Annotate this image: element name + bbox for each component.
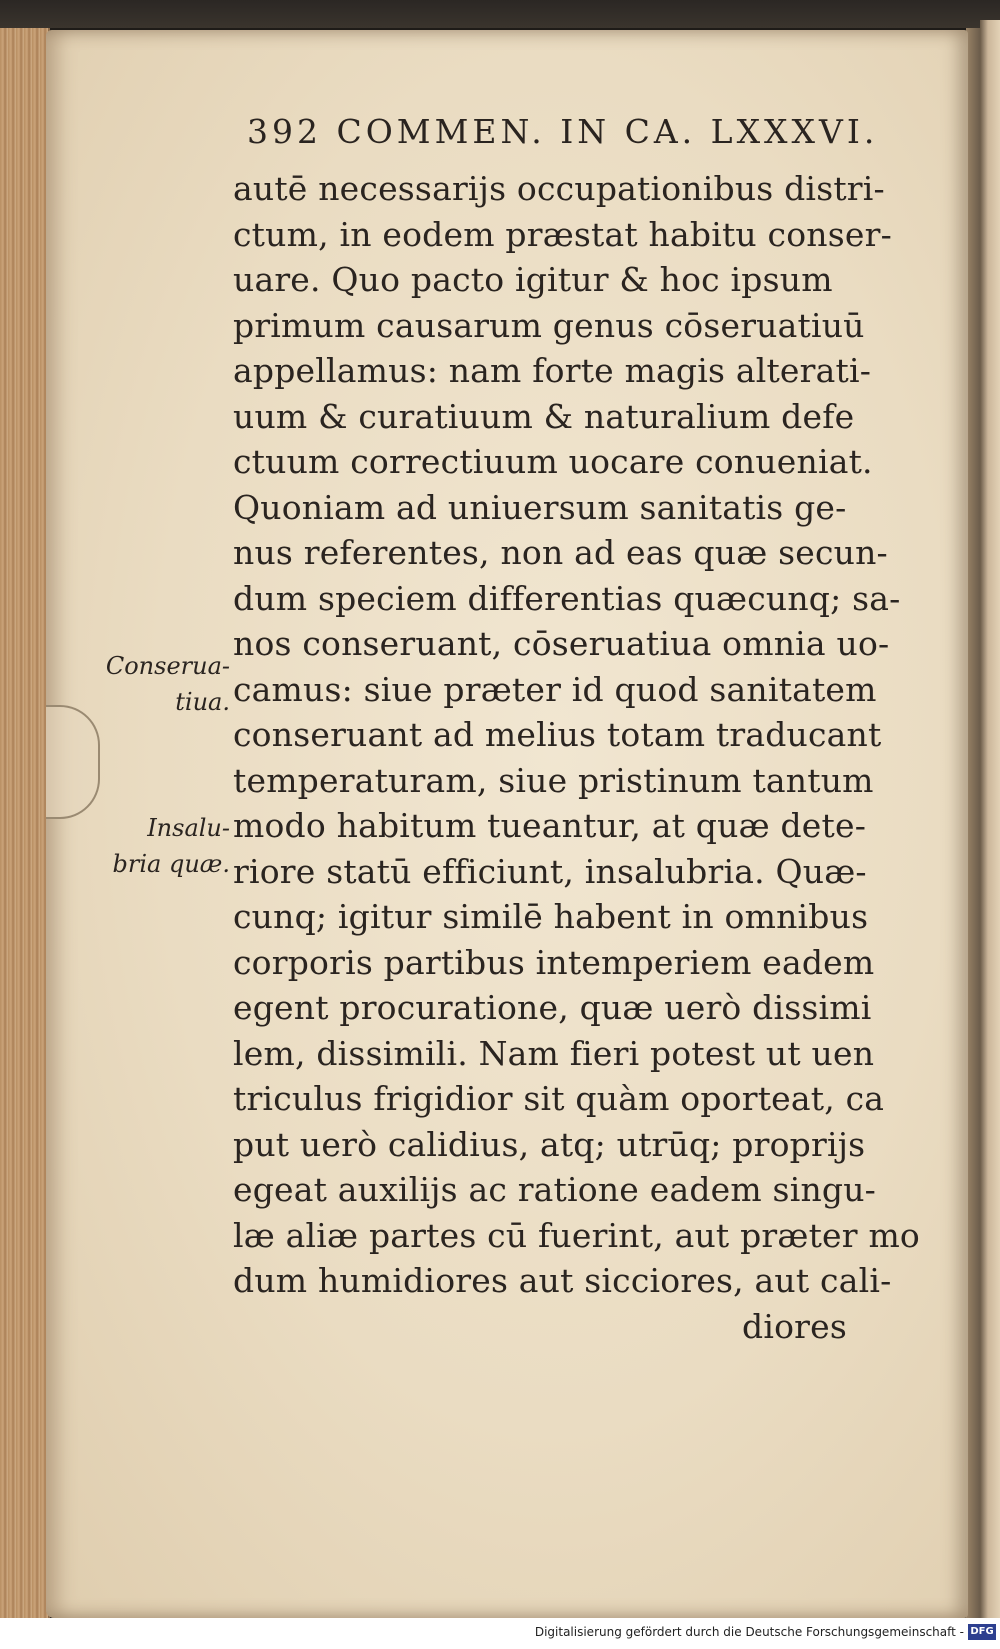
text-line: nos conseruant, cōseruatiua omnia uo-: [233, 624, 890, 663]
text-line: dum speciem differentias quæcunq; sa-: [233, 578, 901, 618]
book-top-edge: [0, 0, 1000, 28]
footer-credit: Digitalisierung gefördert durch die Deutsche Forschungsgemeinschaft -: [534, 1625, 964, 1639]
body-text: [233, 166, 933, 1349]
text-line: appellamus: nam forte magis alterati-: [233, 351, 872, 390]
text-line: modo habitum tueantur, at quæ dete-: [233, 806, 867, 845]
text-line: primum causarum genus cōseruatiuū: [233, 305, 865, 345]
text-line: triculus frigidior sit quàm oporteat, ca: [233, 1079, 885, 1118]
marginal-line: Insalu-: [147, 814, 230, 842]
text-line: egent procuratione, quæ uerò dissimi: [233, 988, 872, 1027]
running-head: 392 COMMEN. IN CA. LXXXVI.: [247, 112, 879, 151]
text-line: conseruant ad melius totam traducant: [233, 715, 882, 754]
text-line: put uerò calidius, atq; utrūq; proprijs: [233, 1124, 866, 1164]
text-line: læ aliæ partes cū fuerint, aut præter mo: [233, 1215, 920, 1255]
marginal-line: Conserua-: [105, 652, 230, 680]
digitization-footer: [0, 1618, 1000, 1649]
marginal-line: tiua.: [175, 688, 230, 716]
text-line: Quoniam ad uniuersum sanitatis ge-: [233, 487, 847, 527]
text-line: nus referentes, non ad eas quæ secun-: [233, 533, 888, 572]
text-line: uare. Quo pacto igitur & hoc ipsum: [233, 260, 833, 299]
text-line: lem, dissimili. Nam fieri potest ut uen: [233, 1033, 875, 1073]
text-line: ctuum correctiuum uocare conueniat.: [233, 442, 873, 481]
text-line: egeat auxilijs ac ratione eadem singu-: [233, 1170, 877, 1209]
facing-page-edge: [980, 20, 1000, 1620]
page-tab-notch: [46, 705, 100, 819]
text-line: riore statū efficiunt, insalubria. Quæ-: [233, 851, 867, 891]
text-line: dum humidiores aut sicciores, aut cali-: [233, 1261, 892, 1300]
text-line: uum & curatiuum & naturalium defe: [233, 396, 855, 436]
dfg-logo: DFG: [968, 1624, 996, 1640]
marginal-line: bria quæ.: [112, 850, 230, 878]
catchword: diores: [742, 1306, 847, 1346]
page-stack-edge: [0, 28, 50, 1618]
marginal-note-conseruatiua: [80, 648, 230, 720]
text-line: camus: siue præter id quod sanitatem: [233, 669, 877, 709]
text-line: cunq; igitur similē habent in omnibus: [233, 897, 869, 936]
text-line: corporis partibus intemperiem eadem: [233, 942, 875, 982]
marginal-note-insalubria: [80, 810, 230, 882]
text-line: temperaturam, siue pristinum tantum: [233, 760, 874, 800]
text-line: autē necessarijs occupationibus distri-: [233, 169, 885, 208]
text-line: ctum, in eodem præstat habitu conser-: [233, 214, 892, 254]
